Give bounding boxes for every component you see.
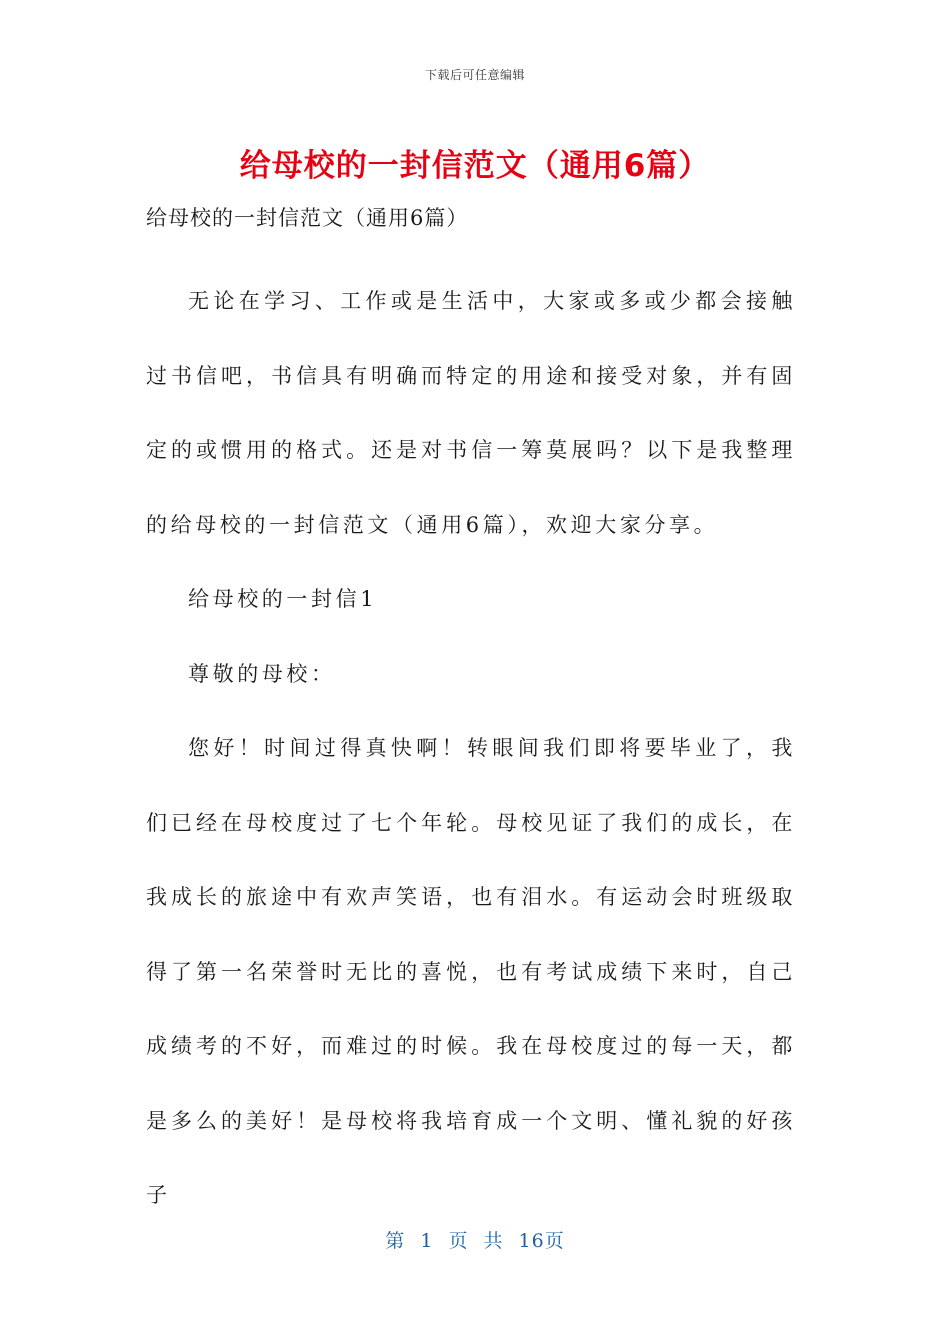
page-number-footer: 第 1 页 共 16页 (385, 1230, 565, 1252)
letter-body-paragraph: 您好！时间过得真快啊！转眼间我们即将要毕业了，我们已经在母校度过了七个年轮。母校见证了我们的成长，在我成长的旅途中有欢声笑语，也有泪水。有运动会时班级取得了第一名荣誉时无比的喜悦，也有考试成绩下来时，自己成绩考的不好，而难过的时候。我在母校度过的每一天，都是多么的美好！是母校将我培育成一个文明、懂礼貌的好孩子 (146, 736, 796, 1207)
intro-paragraph: 无论在学习、工作或是生活中，大家或多或少都会接触过书信吧，书信具有明确而特定的用途和接受对象，并有固定的或惯用的格式。还是对书信一筹莫展吗？以下是我整理的给母校的一封信范文（通用6篇），欢迎大家分享。 (146, 289, 796, 537)
document-title: 给母校的一封信范文（通用6篇） (239, 148, 711, 184)
letter-salutation: 尊敬的母校： (188, 661, 336, 686)
document-body (146, 198, 796, 1233)
document-subtitle: 给母校的一封信范文（通用6篇） (146, 206, 469, 230)
letter-heading: 给母校的一封信1 (188, 587, 378, 611)
header-note: 下载后可任意编辑 (424, 68, 525, 82)
